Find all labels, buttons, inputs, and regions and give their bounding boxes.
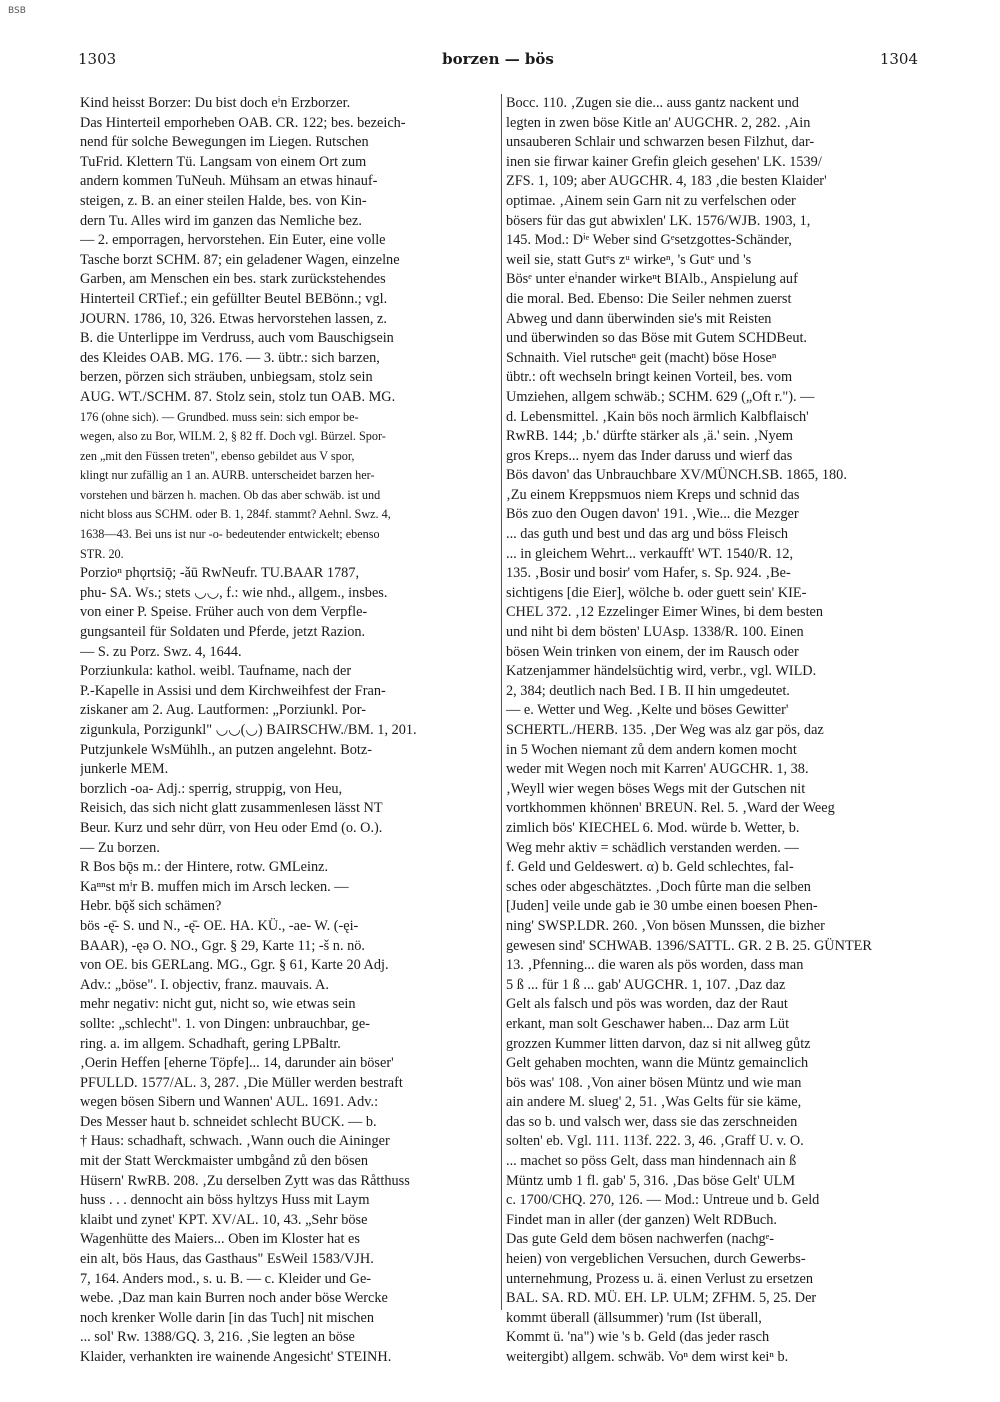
text-line: grozzen Kummer litten darvon, daz si nit allweg gůtz: [506, 1035, 811, 1052]
text-line: 1638—43. Bei uns ist nur -o- bedeutender entwickelt; ebenso: [80, 527, 380, 542]
text-line: erkant, man solt Geschawer haben... Daz arm Lüt: [506, 1015, 790, 1032]
text-line: von OE. bis GERLang. MG., Ggr. § 61, Karte 20 Adj.: [80, 957, 389, 974]
text-line: bösen Wein trinken von einem, der im Rausch oder: [506, 643, 799, 660]
text-line: ‚Weyll wier wegen böses Wegs mit der Gutschen nit: [506, 780, 806, 797]
text-line: JOURN. 1786, 10, 326. Etwas hervorstehen lassen, z.: [80, 310, 387, 327]
text-line: bösers für das gut abwixlen' LK. 1576/WJB. 1903, 1,: [506, 212, 811, 229]
text-line: — Zu borzen.: [80, 839, 160, 856]
text-line: BAL. SA. RD. MÜ. EH. LP. ULM; ZFHM. 5, 25. Der: [506, 1290, 817, 1307]
right-column: [506, 94, 920, 1368]
text-line: andern kommen TuNeuh. Mühsam an etwas hinauf-: [80, 173, 378, 190]
text-line: weil sie, statt Gutᵉs zᵘ wirkeⁿ, 's Gutᵉ und 's: [506, 251, 752, 268]
text-line: Des Messer haut b. schneidet schlecht BUCK. — b.: [80, 1113, 377, 1130]
text-line: c. 1700/CHQ. 270, 126. — Mod.: Untreue und b. Geld: [506, 1192, 820, 1209]
text-line: ziskaner am 2. Aug. Lautformen: „Porziunkl. Por-: [80, 702, 366, 719]
text-line: vorstehen und bärzen h. machen. Ob das aber schwäb. ist und: [80, 487, 381, 502]
text-line: Porziunkula: kathol. weibl. Taufname, nach der: [80, 663, 352, 680]
text-line: B. die Unterlippe im Verdruss, auch vom Bauschigsein: [80, 330, 394, 347]
text-line: — 2. emporragen, hervorstehen. Ein Euter, eine volle: [80, 232, 386, 249]
text-line: inen sie firwar kainer Grefin gleich gesehen' LK. 1539/: [506, 153, 822, 170]
text-line: Abweg und dann überwinden sie's mit Reisten: [506, 310, 772, 327]
text-line: noch krenker Wolle darin [in das Tuch] nit mischen: [80, 1309, 375, 1326]
text-line: Adv.: „böse". I. objectiv, franz. mauvais. A.: [80, 976, 329, 993]
text-line: heien) von vergeblichen Versuchen, durch Gewerbs-: [506, 1251, 806, 1268]
text-line: P.-Kapelle in Assisi und dem Kirchweihfest der Fran-: [80, 682, 386, 699]
text-line: ... das guth und best und das arg und böss Fleisch: [506, 526, 789, 543]
text-line: gros Kreps... nyem das Inder daruss und wierf das: [506, 447, 793, 464]
text-line: bös was' 108. ‚Von ainer bösen Müntz und wie man: [506, 1074, 802, 1091]
library-stamp: BSB: [8, 6, 26, 16]
text-line: wegen, also zu Bor, WILM. 2, § 82 ff. Doch vgl. Bürzel. Spor-: [80, 429, 386, 444]
text-line: klaibt und zynet' KPT. XV/AL. 10, 43. „Sehr böse: [80, 1211, 368, 1228]
text-line: ZFS. 1, 109; aber AUGCHR. 4, 183 ‚die besten Klaider': [506, 173, 827, 190]
text-line: weitergibt) allgem. schwäb. Voⁿ dem wirst keiⁿ b.: [506, 1349, 789, 1365]
text-line: phu- SA. Ws.; stets ◡◡, f.: wie nhd., allgem., insbes.: [80, 584, 388, 601]
text-line: nicht bloss aus SCHM. oder B. 1, 284f. stammt? Aehnl. Swz. 4,: [80, 507, 391, 522]
text-line: SCHERTL./HERB. 135. ‚Der Weg was alz gar pös, daz: [506, 722, 824, 738]
text-line: Hinterteil CRTief.; ein gefüllter Beutel BEBönn.; vgl.: [80, 290, 388, 307]
text-line: ain andere M. slueg' 2, 51. ‚Was Gelts für sie käme,: [506, 1094, 802, 1111]
text-line: die moral. Bed. Ebenso: Die Seiler nehmen zuerst: [506, 290, 792, 307]
text-line: ring. a. im allgem. Schadhaft, gering LPBaltr.: [80, 1035, 341, 1052]
text-line: junkerle MEM.: [80, 761, 169, 778]
text-line: webe. ‚Daz man kain Burren noch ander böse Wercke: [80, 1290, 388, 1307]
text-line: 145. Mod.: Dⁱᵉ Weber sind Gᵉsetzgottes-Schänder,: [506, 232, 792, 249]
text-line: Hüsern' RwRB. 208. ‚Zu derselben Zytt was das Råtthuss: [80, 1172, 410, 1189]
text-line: — S. zu Porz. Swz. 4, 1644.: [80, 643, 242, 660]
text-line: mehr negativ: nicht gut, nicht so, wie etwas sein: [80, 996, 356, 1013]
text-line: Bösᵉ unter eⁱnander wirkeⁿt BIAlb., Anspielung auf: [506, 271, 798, 288]
text-line: ... machet so pöss Gelt, dass man hindennach ain ß: [506, 1153, 797, 1170]
text-line: Katzenjammer händelsüchtig wird, verbr., vgl. WILD.: [506, 663, 817, 680]
text-line: Putzjunkele WsMühlh., an putzen angelehnt. Botz-: [80, 741, 372, 758]
text-line: Beur. Kurz und sehr dürr, von Heu oder Emd (o. O.).: [80, 819, 383, 836]
text-line: ... in gleichem Wehrt... verkaufft' WT. 1540/R. 12,: [506, 545, 794, 562]
text-line: Gelt als falsch und pös was worden, daz der Raut: [506, 996, 788, 1013]
text-line: huss . . . dennocht ain böss hyltzys Huss mit Laym: [80, 1192, 370, 1209]
page-number-left: 1303: [78, 50, 117, 68]
text-line: Schnaith. Viel rutscheⁿ geit (macht) böse Hoseⁿ: [506, 349, 777, 366]
text-line: weder mit Wegen noch mit Karren' AUGCHR. 1, 38.: [506, 761, 809, 778]
text-line: ning' SWSP.LDR. 260. ‚Von bösen Munssen, die bizher: [506, 917, 825, 934]
text-line: zen „mit den Füssen treten", ebenso gebildet aus V spor,: [80, 448, 355, 463]
text-line: Hebr. bǭš sich schämen?: [80, 898, 222, 915]
text-line: d. Lebensmittel. ‚Kain bös noch ärmlich Kalbflaisch': [506, 408, 809, 425]
text-line: und überwinden so das Böse mit Gutem SCHDBeut.: [506, 330, 808, 347]
text-line: 2, 384; deutlich nach Bed. I B. II hin umgedeutet.: [506, 682, 790, 699]
text-line: gungsanteil für Soldaten und Pferde, jetzt Razion.: [80, 624, 366, 641]
text-line: 176 (ohne sich). — Grundbed. muss sein: sich empor be-: [80, 409, 359, 424]
text-line: Müntz umb 1 fl. gab' 5, 316. ‚Das böse Gelt' ULM: [506, 1172, 796, 1189]
text-line: steigen, z. B. an einer steilen Halde, bes. von Kin-: [80, 192, 367, 209]
text-line: Kaⁿⁿst mⁱr B. muffen mich im Arsch lecken. —: [80, 878, 349, 895]
text-line: Das gute Geld dem bösen nachwerfen (nachgᵉ-: [506, 1231, 775, 1248]
running-title: borzen — bös: [442, 50, 554, 68]
text-line: kommt überall (ällsummer) 'rum (Ist überall,: [506, 1309, 762, 1326]
text-line: BAAR), -ęə O. NO., Ggr. § 29, Karte 11; -š n. nö.: [80, 937, 365, 954]
text-line: Reisich, das sich nicht glatt zusammenlesen lässt NT: [80, 800, 383, 817]
text-line: solten' eb. Vgl. 111. 113f. 222. 3, 46. ‚Graff U. v. O.: [506, 1133, 804, 1150]
text-line: und niht bi dem bösten' LUAsp. 1338/R. 100. Einen: [506, 624, 804, 641]
text-line: Bös zuo den Ougen davon' 191. ‚Wie... die Mezger: [506, 506, 799, 523]
text-line: Porzioⁿ phǫrtsiǭ; -ǎū RwNeufr. TU.BAAR 1787,: [80, 565, 360, 582]
text-line: sollte: „schlecht". 1. von Dingen: unbrauchbar, ge-: [80, 1015, 370, 1032]
text-line: Kind heisst Borzer: Du bist doch eⁱn Erzborzer.: [80, 95, 351, 111]
text-line: 5 ß ... für 1 ß ... gab' AUGCHR. 1, 107. ‚Daz daz: [506, 976, 786, 993]
text-line: 135. ‚Bosir und bosir' vom Hafer, s. Sp. 924. ‚Be-: [506, 565, 791, 582]
text-line: zigunkula, Porzigunkl" ◡◡(◡) BAIRSCHW./BM. 1, 201.: [80, 722, 417, 738]
text-line: legten in zwen böse Kitle an' AUGCHR. 2, 282. ‚Ain: [506, 114, 811, 131]
text-line: Umziehen, allgem schwäb.; SCHM. 629 („Oft r."). —: [506, 388, 815, 405]
text-line: R Bos bǭs m.: der Hintere, rotw. GMLeinz.: [80, 859, 329, 876]
text-line: PFULLD. 1577/AL. 3, 287. ‚Die Müller werden bestraft: [80, 1074, 403, 1091]
text-line: bös -ę̄- S. und N., -ę̄- OE. HA. KÜ., -ae- W. (-ęi-: [80, 917, 359, 934]
text-line: Klaider, verhankten ire wainende Angesicht' STEINH.: [80, 1349, 392, 1365]
text-line: Findet man in aller (der ganzen) Welt RDBuch.: [506, 1211, 777, 1228]
text-line: TuFrid. Klettern Tü. Langsam von einem Ort zum: [80, 153, 367, 170]
left-column: [80, 94, 494, 1368]
text-line: das so b. und valsch wer, dass sie das zerschneiden: [506, 1113, 798, 1130]
text-line: übtr.: oft wechseln bringt keinen Vorteil, bes. vom: [506, 369, 793, 386]
text-line: klingt nur zufällig an 1 an. AURB. unterscheidet barzen her-: [80, 468, 375, 483]
text-line: von einer P. Speise. Früher auch von dem Verpfle-: [80, 604, 368, 621]
text-line: — e. Wetter und Weg. ‚Kelte und böses Gewitter': [506, 702, 789, 719]
column-divider: [501, 94, 502, 1310]
page-number-right: 1304: [879, 50, 918, 68]
text-line: STR. 20.: [80, 546, 124, 561]
text-line: ein alt, bös Haus, das Gasthaus" EsWeil 1583/VJH.: [80, 1251, 374, 1268]
text-line: † Haus: schadhaft, schwach. ‚Wann ouch die Aininger: [80, 1133, 390, 1150]
text-line: ... sol' Rw. 1388/GQ. 3, 216. ‚Sie legten an böse: [80, 1329, 355, 1346]
text-line: vortkhommen khönnen' BREUN. Rel. 5. ‚Ward der Weeg: [506, 800, 835, 817]
text-line: Wagenhütte des Maiers... Oben im Kloster hat es: [80, 1231, 360, 1248]
text-line: berzen, pörzen sich sträuben, unbiegsam, stolz sein: [80, 369, 373, 386]
text-line: in 5 Wochen niemant zů dem andern komen mocht: [506, 741, 797, 758]
text-line: optimae. ‚Ainem sein Garn nit zu verfelschen oder: [506, 192, 796, 209]
text-line: dern Tu. Alles wird im ganzen das Nemliche bez.: [80, 212, 362, 229]
text-line: Tasche borzt SCHM. 87; ein geladener Wagen, einzelne: [80, 251, 400, 268]
text-line: unsauberen Schlair und schwarzen besen Filzhut, dar-: [506, 134, 815, 151]
text-line: Weg mehr aktiv = schädlich verstanden werden. —: [506, 839, 799, 856]
text-line: AUG. WT./SCHM. 87. Stolz sein, stolz tun OAB. MG.: [80, 388, 396, 405]
text-line: sichtigens [die Eier], wölche b. oder guett sein' KIE-: [506, 584, 807, 601]
text-line: unternehmung, Prozess u. ä. einen Verlust zu ersetzen: [506, 1270, 814, 1287]
text-line: ‚Zu einem Kreppsmuos niem Kreps und schnid das: [506, 486, 800, 503]
page-header: [78, 50, 918, 68]
text-line: Gelt gehaben mochten, wann die Müntz gemainclich: [506, 1055, 809, 1072]
text-line: 7, 164. Anders mod., s. u. B. — c. Kleider und Ge-: [80, 1270, 372, 1287]
text-line: borzlich -oa- Adj.: sperrig, struppig, von Heu,: [80, 780, 343, 797]
text-line: 13. ‚Pfenning... die waren als pös worden, dass man: [506, 957, 804, 974]
text-line: Garben, am Menschen ein bes. stark zurückstehendes: [80, 271, 386, 288]
text-line: [Juden] veile unde gab ie 30 umbe einen boesen Phen-: [506, 898, 818, 915]
text-line: wegen bösen Sibern und Wannen' AUL. 1691. Adv.:: [80, 1094, 379, 1111]
text-line: nend für solche Bewegungen im Liegen. Rutschen: [80, 134, 369, 151]
text-line: RwRB. 144; ‚b.' dürfte stärker als ‚ä.' sein. ‚Nyem: [506, 428, 794, 445]
text-line: f. Geld und Geldeswert. α) b. Geld schlechtes, fal-: [506, 859, 794, 876]
text-line: CHEL 372. ‚12 Ezzelinger Eimer Wines, bi dem besten: [506, 604, 824, 621]
text-line: mit der Statt Werckmaister umbgånd zů den bösen: [80, 1153, 369, 1170]
text-line: Bocc. 110. ‚Zugen sie die... auss gantz nackent und: [506, 95, 799, 111]
text-line: Bös davon' das Unbrauchbare XV/MÜNCH.SB. 1865, 180.: [506, 467, 847, 484]
text-line: zimlich bös' KIECHEL 6. Mod. würde b. Wetter, b.: [506, 819, 800, 836]
text-line: ‚Oerin Heffen [eherne Töpfe]... 14, darunder ain böser': [80, 1055, 394, 1072]
text-line: sches oder abgeschätztes. ‚Doch fûrte man die selben: [506, 878, 811, 895]
text-line: des Kleides OAB. MG. 176. — 3. übtr.: sich barzen,: [80, 349, 380, 366]
text-line: Das Hinterteil emporheben OAB. CR. 122; bes. bezeich-: [80, 114, 406, 131]
text-line: Kommt ü. 'na") wie 's b. Geld (das jeder rasch: [506, 1329, 770, 1346]
text-line: gewesen sind' SCHWAB. 1396/SATTL. GR. 2 B. 25. GÜNTER: [506, 937, 872, 954]
